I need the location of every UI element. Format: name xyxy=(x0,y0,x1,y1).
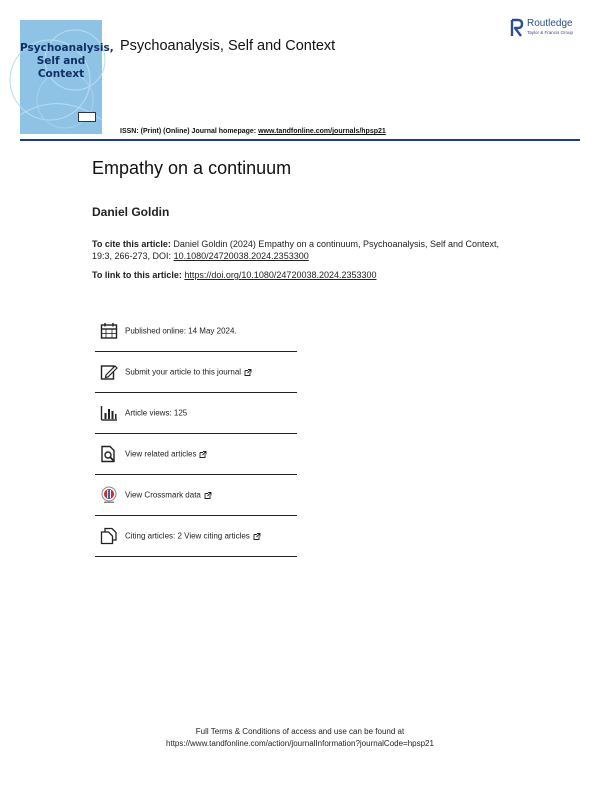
article-author: Daniel Goldin xyxy=(92,205,170,219)
footer xyxy=(0,726,600,750)
info-item-label: View Crossmark data xyxy=(125,491,212,500)
info-item-published xyxy=(95,311,297,352)
citing-articles-icon xyxy=(100,527,118,545)
footer-terms-link[interactable]: https://www.tandfonline.com/action/journalInformation?journalCode=hpsp21 xyxy=(166,739,434,748)
crossmark-icon xyxy=(100,486,118,504)
info-item-label: Published online: 14 May 2024. xyxy=(125,326,237,336)
info-item-citing[interactable] xyxy=(95,516,297,557)
footer-terms-text: Full Terms & Conditions of access and use can be found at xyxy=(195,727,405,736)
publisher-subtitle: Taylor & Francis Group xyxy=(527,30,574,35)
citation xyxy=(92,239,502,262)
external-link-icon xyxy=(244,368,252,376)
issn-label: ISSN: (Print) (Online) Journal homepage: xyxy=(120,128,257,135)
info-item-label: Article views: 125 xyxy=(125,408,188,418)
cite-text: Daniel Goldin (2024) Empathy on a continuum, Psychoanalysis, Self and Context, 19:3, 266-273, DOI: xyxy=(92,239,500,261)
cite-label: To cite this article: xyxy=(92,239,171,249)
issn-line xyxy=(120,128,386,135)
journal-homepage-link[interactable]: www.tandfonline.com/journals/hpsp21 xyxy=(258,128,386,135)
related-articles-icon xyxy=(100,445,118,463)
journal-cover xyxy=(20,20,114,134)
info-item-related[interactable] xyxy=(95,434,297,475)
external-link-icon xyxy=(199,450,207,458)
info-item-views xyxy=(95,393,297,434)
article-link-line xyxy=(92,270,377,280)
routledge-logo-icon xyxy=(510,18,524,38)
journal-name[interactable]: Psychoanalysis, Self and Context xyxy=(120,38,336,54)
calendar-icon xyxy=(100,322,118,340)
cite-doi-link[interactable]: 10.1080/24720038.2024.2353300 xyxy=(173,250,309,261)
cover-publisher-badge xyxy=(78,112,96,122)
info-item-label: Submit your article to this journal xyxy=(125,368,252,377)
info-item-submit[interactable] xyxy=(95,352,297,393)
header-divider xyxy=(20,139,580,141)
link-label: To link to this article: xyxy=(92,270,182,280)
article-title: Empathy on a continuum xyxy=(92,158,292,178)
info-item-label: Citing articles: 2 View citing articles xyxy=(125,532,261,541)
info-item-label: View related articles xyxy=(125,450,207,459)
publisher-logo xyxy=(510,18,590,38)
info-list xyxy=(95,311,297,557)
submit-article-icon xyxy=(100,363,118,381)
article-doi-link[interactable]: https://doi.org/10.1080/24720038.2024.2353300 xyxy=(184,270,377,280)
external-link-icon xyxy=(253,532,261,540)
external-link-icon xyxy=(204,491,212,499)
cover-title: Psychoanalysis, Self and Context xyxy=(20,42,114,80)
bar-chart-icon xyxy=(100,404,118,422)
info-item-crossmark[interactable] xyxy=(95,475,297,516)
publisher-name: Routledge xyxy=(527,18,573,29)
